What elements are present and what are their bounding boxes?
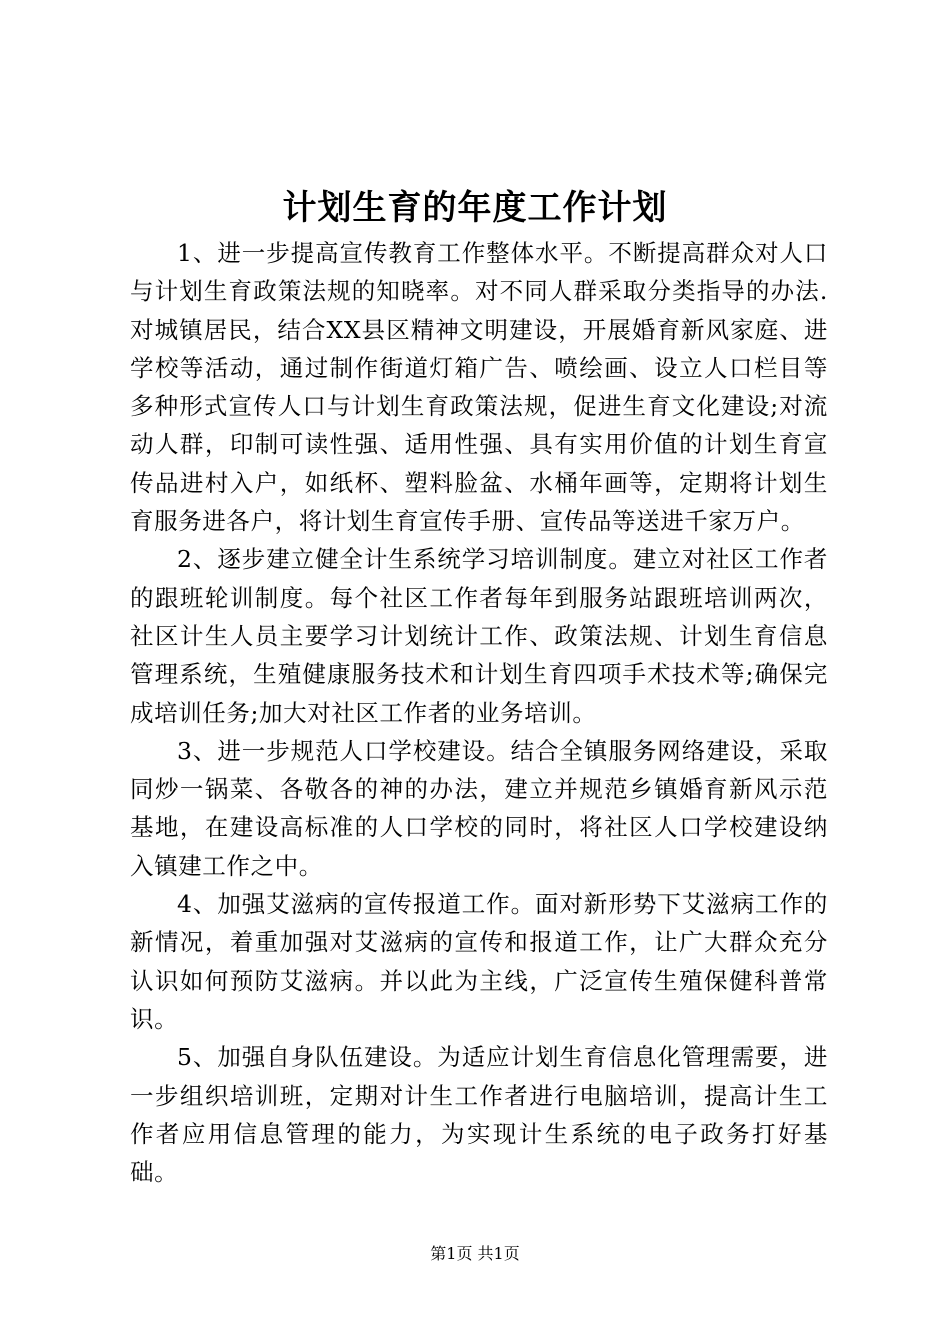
- paragraph-5: 5、加强自身队伍建设。为适应计划生育信息化管理需要，进一步组织培训班，定期对计生工作者进行电脑培训，提高计生工作者应用信息管理的能力，为实现计生系统的电子政务打好基础。: [130, 1043, 828, 1187]
- paragraph-3: 3、进一步规范人口学校建设。结合全镇服务网络建设，采取同炒一锅菜、各敬各的神的办法，建立并规范乡镇婚育新风示范基地，在建设高标准的人口学校的同时，将社区人口学校建设纳入镇建工作之中。: [130, 736, 828, 880]
- page-number-footer: 第1页 共1页: [430, 1244, 520, 1263]
- document-title: 计划生育的年度工作计划: [282, 188, 668, 228]
- paragraph-4: 4、加强艾滋病的宣传报道工作。面对新形势下艾滋病工作的新情况，着重加强对艾滋病的宣传和报道工作，让广大群众充分认识如何预防艾滋病。并以此为主线，广泛宣传生殖保健科普常识。: [130, 890, 828, 1033]
- paragraph-2: 2、逐步建立健全计生系统学习培训制度。建立对社区工作者的跟班轮训制度。每个社区工作者每年到服务站跟班培训两次，社区计生人员主要学习计划统计工作、政策法规、计划生育信息管理系统，生殖健康服务技术和计划生育四项手术技术等;确保完成培训任务;加大对社区工作者的业务培训。: [130, 545, 828, 727]
- paragraph-1: 1、进一步提高宣传教育工作整体水平。不断提高群众对人口与计划生育政策法规的知晓率。对不同人群采取分类指导的办法.对城镇居民，结合XX县区精神文明建设，开展婚育新风家庭、进学校等活动，通过制作街道灯箱广告、喷绘画、设立人口栏目等多种形式宣传人口与计划生育政策法规，促进生育文化建设;对流动人群，印制可读性强、适用性强、具有实用价值的计划生育宣传品进村入户，如纸杯、塑料脸盆、水桶年画等，定期将计划生育服务进各户，将计划生育宣传手册、宣传品等送进千家万户。: [130, 239, 828, 536]
- document-body: [130, 234, 828, 1191]
